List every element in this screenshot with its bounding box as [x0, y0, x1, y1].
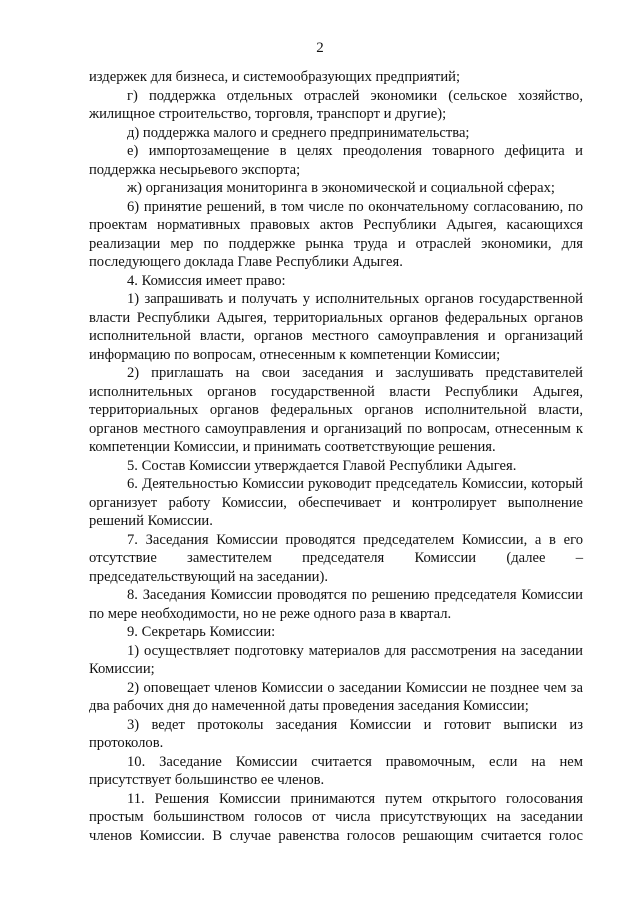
- paragraph: 3) ведет протоколы заседания Комиссии и готовит выписки из протоколов.: [89, 716, 583, 751]
- paragraph: 10. Заседание Комиссии считается правомочным, если на нем присутствует большинство ее членов.: [89, 753, 583, 788]
- paragraph: 7. Заседания Комиссии проводятся председателем Комиссии, а в его отсутствие заместителем председателя Комиссии (далее – председательствующий на заседании).: [89, 531, 583, 585]
- paragraph: 9. Секретарь Комиссии:: [127, 624, 276, 640]
- document-body: [89, 68, 583, 845]
- paragraph: г) поддержка отдельных отраслей экономики (сельское хозяйство, жилищное строительство, торговля, транспорт и другие);: [89, 87, 583, 122]
- paragraph: д) поддержка малого и среднего предпринимательства;: [127, 124, 470, 141]
- paragraph: 1) осуществляет подготовку материалов для рассмотрения на заседании Комиссии;: [89, 642, 583, 677]
- paragraph: ж) организация мониторинга в экономической и социальной сферах;: [127, 180, 555, 196]
- paragraph: 5. Состав Комиссии утверждается Главой Республики Адыгея.: [127, 457, 517, 474]
- paragraph: 2) оповещает членов Комиссии о заседании Комиссии не позднее чем за два рабочих дня до намеченной даты проведения заседания Комиссии;: [89, 679, 583, 714]
- paragraph: издержек для бизнеса, и системообразующих предприятий;: [89, 69, 461, 85]
- paragraph: 11. Решения Комиссии принимаются путем открытого голосования простым большинством голосов от числа присутствующих на заседании членов Комиссии. В случае равенства голосов решающим считается голос: [89, 790, 583, 844]
- paragraph: 4. Комиссия имеет право:: [127, 272, 286, 289]
- page-number: 2: [316, 40, 324, 56]
- paragraph: 6. Деятельностью Комиссии руководит председатель Комиссии, который организует работу Комиссии, обеспечивает и контролирует выполнение решений Комиссии.: [89, 476, 583, 529]
- paragraph: 2) приглашать на свои заседания и заслушивать представителей исполнительных органов государственной власти Республики Адыгея, территориальных органов федеральных органов исполнительной власти, органов местного самоуправления и организаций по вопросам, отнесенным к компетенции Комиссии, и принимать соответствующие решения.: [89, 365, 583, 455]
- paragraph: 1) запрашивать и получать у исполнительных органов государственной власти Республики Адыгея, территориальных органов федеральных органов исполнительной власти, органов местного самоуправления и организаций информацию по вопросам, отнесенным к компетенции Комиссии;: [89, 291, 583, 363]
- paragraph: 8. Заседания Комиссии проводятся по решению председателя Комиссии по мере необходимости, но не реже одного раза в квартал.: [89, 587, 583, 622]
- paragraph: 6) принятие решений, в том числе по окончательному согласованию, по проектам нормативных правовых актов Республики Адыгея, касающихся реализации мер по поддержке рынка труда и отраслей экономики, для последующего доклада Главе Республики Адыгея.: [89, 198, 583, 270]
- paragraph: е) импортозамещение в целях преодоления товарного дефицита и поддержка несырьевого экспорта;: [89, 143, 583, 178]
